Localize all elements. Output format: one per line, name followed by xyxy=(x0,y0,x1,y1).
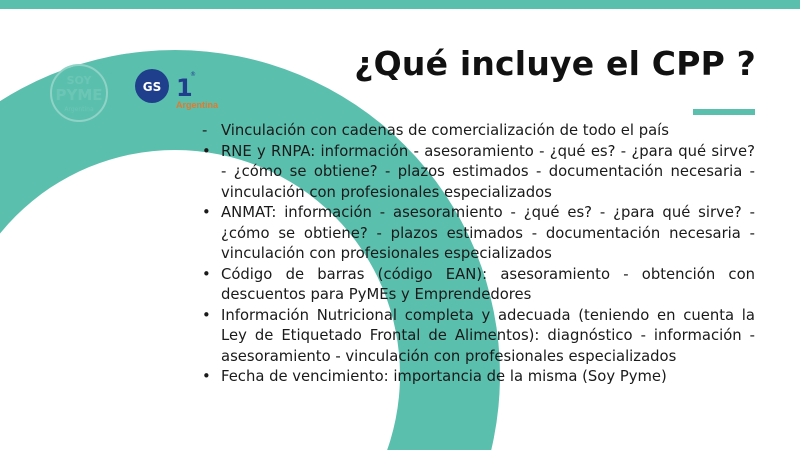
list-item xyxy=(200,265,755,306)
svg-text:GS: GS xyxy=(142,80,162,94)
list-item-text: Información Nutricional completa y adecuada (teniendo en cuenta la Ley de Etiquetado Frontal de Alimentos): diagnóstico - información - asesoramiento - vinculación con profesionales especializados xyxy=(221,306,755,365)
list-item-text: RNE y RNPA: información - asesoramiento - ¿qué es? - ¿para qué sirve? - ¿cómo se obtiene? - plazos estimados - documentación necesaria - vinculación con profesionales especializados xyxy=(221,142,755,201)
list-item xyxy=(200,203,755,265)
list-item-text: ANMAT: información - asesoramiento - ¿qué es? - ¿para qué sirve? - ¿cómo se obtiene? - plazos estimados - documentación necesaria - vinculación con profesionales especializados xyxy=(221,204,755,262)
bullet-marker: • xyxy=(202,306,211,324)
page-title: ¿Qué incluye el CPP ? xyxy=(354,44,756,83)
list-item xyxy=(200,367,755,388)
title-underline xyxy=(693,109,755,115)
svg-text:®: ® xyxy=(190,71,196,78)
soy-pyme-logo-line3: Argentina xyxy=(64,106,94,113)
gs1-logo xyxy=(132,66,228,118)
list-item xyxy=(200,306,755,368)
label-tag-icon xyxy=(47,233,106,283)
list-item-text: Fecha de vencimiento: importancia de la misma (Soy Pyme) xyxy=(221,368,667,385)
list-item-text: Vinculación con cadenas de comercialización de todo el país xyxy=(221,122,670,139)
soy-pyme-logo-line1: SOY xyxy=(66,74,92,87)
bullet-marker: • xyxy=(202,368,211,385)
svg-text:1: 1 xyxy=(176,74,193,102)
gs1-country-label: Argentina xyxy=(176,100,219,110)
bullet-marker: - xyxy=(202,122,208,139)
list-item xyxy=(200,142,755,204)
bullet-marker: • xyxy=(202,142,211,160)
bullet-marker: • xyxy=(202,265,211,283)
list-item-text: Código de barras (código EAN): asesoramiento - obtención con descuentos para PyMEs y Emprendedores xyxy=(221,265,755,303)
bullet-marker: • xyxy=(202,204,211,221)
list-item xyxy=(200,121,755,142)
soy-pyme-logo xyxy=(48,62,110,126)
content-list xyxy=(200,121,755,388)
soy-pyme-logo-line2: PYME xyxy=(55,86,103,104)
